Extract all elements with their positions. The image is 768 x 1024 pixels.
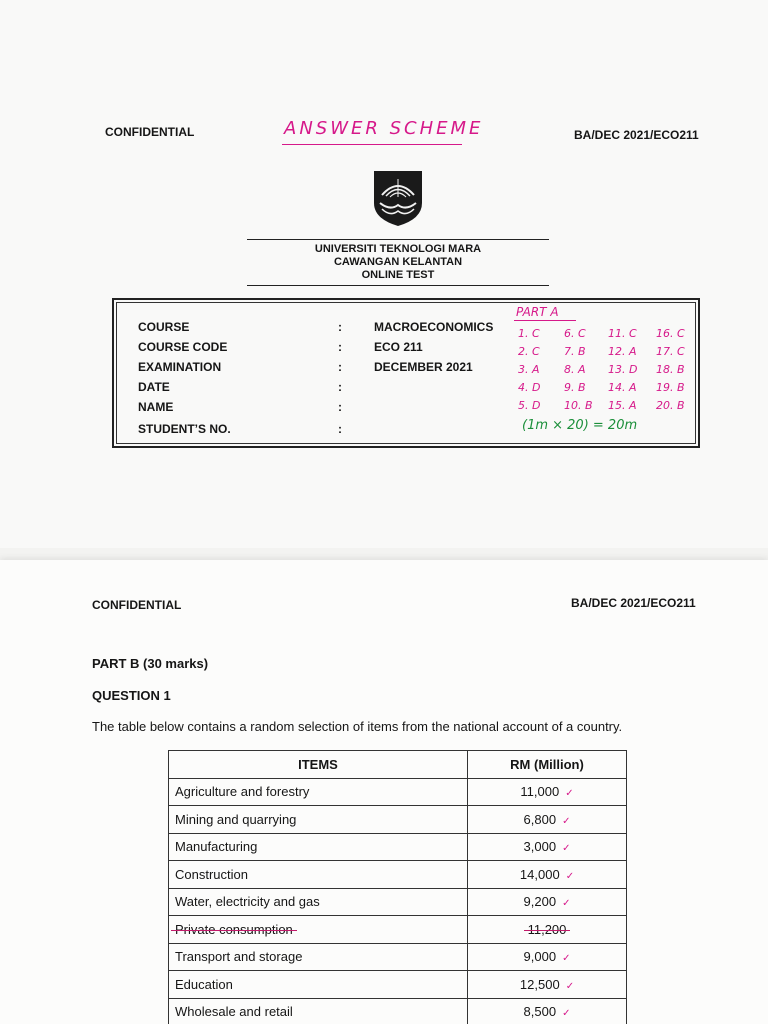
part-a-answer: 7. B [564, 345, 586, 358]
value-cell [468, 833, 627, 861]
handwritten-answer-scheme: ANSWER SCHEME [284, 118, 484, 139]
value-cell [468, 861, 627, 889]
table-row [169, 998, 627, 1024]
label-course: COURSE [138, 320, 190, 334]
value-examination: DECEMBER 2021 [374, 360, 473, 374]
table-row [169, 806, 627, 834]
item-name: Education [175, 976, 233, 992]
label-examination: EXAMINATION [138, 360, 222, 374]
item-cell [169, 778, 468, 806]
item-name: Agriculture and forestry [175, 784, 310, 800]
item-name: Wholesale and retail [175, 1004, 293, 1020]
question-intro: The table below contains a random selection of items from the national account of a country. [92, 719, 623, 734]
item-cell [169, 998, 468, 1024]
item-cell [169, 833, 468, 861]
item-value: 9,200 [523, 894, 557, 910]
label-date: DATE [138, 380, 170, 394]
part-a-title: PART A [516, 305, 559, 319]
part-a-answer: 14. A [608, 381, 637, 394]
part-a-answer: 20. B [656, 399, 685, 412]
table-row [169, 861, 627, 889]
paper-reference: BA/DEC 2021/ECO211 [574, 128, 699, 142]
question-page [0, 560, 768, 1024]
item-value: 12,500 [519, 976, 560, 992]
item-cell [169, 971, 468, 999]
university-name-block [247, 243, 549, 282]
part-a-answer: 1. C [518, 327, 540, 340]
university-logo [372, 169, 424, 227]
item-value: 6,800 [523, 811, 557, 827]
part-a-answer: 18. B [656, 363, 685, 376]
part-a-answer: 17. C [656, 345, 685, 358]
colon: : [338, 380, 342, 394]
question-heading: QUESTION 1 [92, 688, 171, 703]
part-a-answer: 6. C [564, 327, 586, 340]
colon: : [338, 400, 342, 414]
table-row [169, 833, 627, 861]
item-value: 3,000 [523, 839, 557, 855]
value-cell [468, 943, 627, 971]
exam-info-box [112, 298, 700, 448]
check-mark-icon: ✓ [565, 788, 574, 800]
part-a-answer: 13. D [608, 363, 638, 376]
item-cell [169, 888, 468, 916]
check-mark-icon: ✓ [562, 1008, 571, 1020]
value-course-code: ECO 211 [374, 340, 423, 354]
item-name: Manufacturing [175, 839, 258, 855]
value-cell [468, 778, 627, 806]
check-mark-icon: ✓ [565, 980, 575, 992]
item-cell [169, 806, 468, 834]
part-a-answer: 4. D [518, 381, 541, 394]
part-a-answer: 16. C [656, 327, 685, 340]
test-type: ONLINE TEST [361, 269, 435, 281]
item-value: 9,000 [523, 949, 557, 965]
campus-name: CAWANGAN KELANTAN [333, 256, 463, 268]
item-value: 14,000 [519, 866, 560, 882]
table-row [169, 916, 627, 944]
label-name: NAME [138, 400, 174, 414]
item-value: 8,500 [523, 1004, 557, 1020]
colon: : [338, 320, 342, 334]
table-row [169, 888, 627, 916]
part-a-answer: 2. C [518, 345, 540, 358]
part-a-answer: 19. B [656, 381, 685, 394]
national-account-table [168, 750, 627, 1024]
colon: : [338, 340, 342, 354]
item-name: Private consumption [175, 921, 293, 937]
check-mark-icon: ✓ [562, 898, 571, 910]
item-value: 11,000 [520, 784, 560, 800]
item-cell [169, 916, 468, 944]
value-cell [468, 806, 627, 834]
part-a-answer: 11. C [608, 327, 637, 340]
check-mark-icon: ✓ [562, 815, 571, 827]
item-cell [169, 943, 468, 971]
item-value: 11,200 [527, 921, 567, 937]
part-a-answer: 12. A [608, 345, 637, 358]
confidential-label: CONFIDENTIAL [92, 598, 182, 612]
table-row [169, 971, 627, 999]
part-a-underline [514, 320, 576, 321]
header-rule-bottom [247, 285, 549, 286]
confidential-label: CONFIDENTIAL [105, 125, 195, 139]
value-cell [468, 971, 627, 999]
item-name: Water, electricity and gas [175, 894, 320, 910]
check-mark-icon: ✓ [565, 870, 575, 882]
part-a-answer: 15. A [608, 399, 637, 412]
check-mark-icon: ✓ [562, 843, 571, 855]
label-student-no: STUDENT’S NO. [138, 422, 231, 436]
part-b-heading: PART B (30 marks) [92, 656, 209, 671]
label-course-code: COURSE CODE [138, 340, 228, 354]
table-row [169, 778, 627, 806]
header-rm-million: RM (Million) [468, 751, 627, 779]
part-a-answer: 8. A [564, 363, 586, 376]
value-course: MACROECONOMICS [374, 320, 494, 334]
item-cell [169, 861, 468, 889]
header-rule-top [247, 239, 549, 240]
value-cell [468, 888, 627, 916]
part-a-answer: 3. A [518, 363, 540, 376]
header-items: ITEMS [169, 751, 468, 779]
handwritten-underline [282, 144, 462, 145]
part-a-answer: 5. D [518, 399, 541, 412]
check-mark-icon: ✓ [562, 953, 571, 965]
paper-reference: BA/DEC 2021/ECO211 [571, 596, 696, 610]
value-cell [468, 916, 627, 944]
item-name: Construction [175, 866, 248, 882]
colon: : [338, 360, 342, 374]
table-row [169, 943, 627, 971]
value-cell [468, 998, 627, 1024]
colon: : [338, 422, 342, 436]
university-name: UNIVERSITI TEKNOLOGI MARA [314, 243, 482, 255]
part-a-total: (1m × 20) = 20m [522, 418, 638, 433]
item-name: Transport and storage [175, 949, 303, 965]
part-a-answer: 10. B [564, 399, 593, 412]
part-a-answer: 9. B [564, 381, 586, 394]
item-name: Mining and quarrying [175, 811, 297, 827]
